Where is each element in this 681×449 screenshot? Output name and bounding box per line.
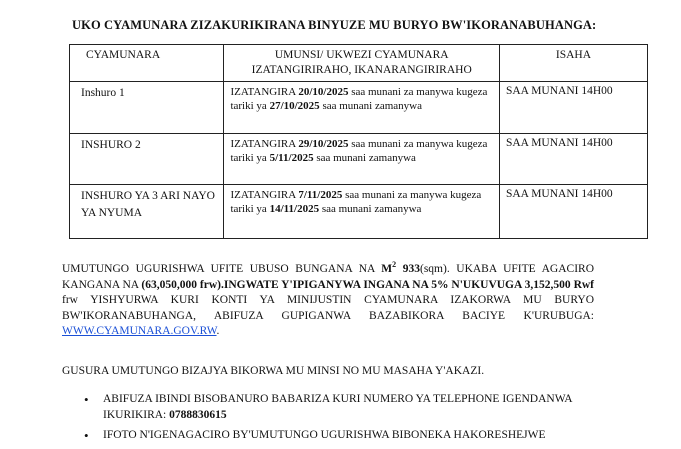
- round-time: SAA MUNANI 14H00: [499, 134, 647, 185]
- info-bullet-list: [60, 392, 594, 449]
- property-details-paragraph: UMUTUNGO UGURISHWA UFITE UBUSO BUNGANA NA $M^2$ 933(sqm). UKABA UFITE AGACIRO KANGANA NA (63,050,000 frw).INGWATE Y'IPIGANYWA INGANA NA 5% N'UKUVUGA 3,152,500 Rwf frw YISHYURWA KURI KONTI YA MINIJUSTIN CYAMUNARA IZAKORWA MU BURYO BW'IKORANABUHANGA, ABIFUZA GUPIGANWA BAZABIKORA BACIYE K'URUBUGA: WWW.CYAMUNARA.GOV.RW.: [62, 260, 595, 337]
- header-dates: UMUNSI/ UKWEZI CYAMUNARA IZATANGIRIRAHO, IKANARANGIRIRAHO: [224, 45, 500, 82]
- list-item: • IFOTO N'IGENAGACIRO BY'UMUTUNGO UGURISHWA BIBONEKA HAKORESHEJWE: [60, 428, 594, 444]
- round-label: INSHURO 2: [70, 134, 224, 185]
- round-dates: IZATANGIRA 20/10/2025 saa munani za manywa kugeza tariki ya 27/10/2025 saa munani zamanywa: [224, 82, 500, 134]
- round-dates: IZATANGIRA 29/10/2025 saa munani za manywa kugeza tariki ya 5/11/2025 saa munani zamanywa: [224, 134, 500, 185]
- auction-website-link[interactable]: WWW.CYAMUNARA.GOV.RW: [62, 325, 217, 337]
- page-heading: UKO CYAMUNARA ZIZAKURIKIRANA BINYUZE MU BURYO BW'IKORANABUHANGA:: [72, 18, 597, 32]
- start-date: 20/10/2025: [298, 86, 349, 98]
- round-time: SAA MUNANI 14H00: [499, 185, 647, 239]
- table-row: [70, 82, 648, 134]
- area-unit: $M^2$: [381, 260, 397, 275]
- area-value: 933: [402, 263, 420, 275]
- start-date: 7/11/2025: [298, 189, 343, 201]
- start-date: 29/10/2025: [298, 138, 349, 150]
- end-date: 27/10/2025: [269, 100, 320, 112]
- round-time: SAA MUNANI 14H00: [499, 82, 647, 134]
- round-label: INSHURO YA 3 ARI NAYO YA NYUMA: [70, 185, 224, 239]
- round-label: Inshuro 1: [70, 82, 224, 134]
- end-date: 14/11/2025: [269, 203, 320, 215]
- table-header-row: [70, 45, 648, 82]
- phone-number: 0788830615: [169, 408, 227, 421]
- list-item: • ABIFUZA IBINDI BISOBANURO BABARIZA KURI NUMERO YA TELEPHONE IGENDANWA IKURIKIRA: 0788830615: [60, 392, 594, 423]
- auction-schedule-table: [69, 44, 648, 239]
- table-row: [70, 185, 648, 239]
- end-date: 5/11/2025: [269, 152, 314, 164]
- visiting-hours-paragraph: GUSURA UMUTUNGO BIZAJYA BIKORWA MU MINSI NO MU MASAHA Y'AKAZI.: [62, 365, 485, 377]
- round-dates: IZATANGIRA 7/11/2025 saa munani za manywa kugeza tariki ya 14/11/2025 saa munani zamanywa: [224, 185, 500, 239]
- table-row: [70, 134, 648, 185]
- header-round: CYAMUNARA: [70, 45, 224, 82]
- header-time: ISAHA: [499, 45, 647, 82]
- property-value: (63,050,000 frw).: [141, 278, 224, 291]
- guarantee-amount: INGWATE Y'IPIGANYWA INGANA NA 5% N'UKUVUGA 3,152,500 Rwf: [223, 278, 595, 291]
